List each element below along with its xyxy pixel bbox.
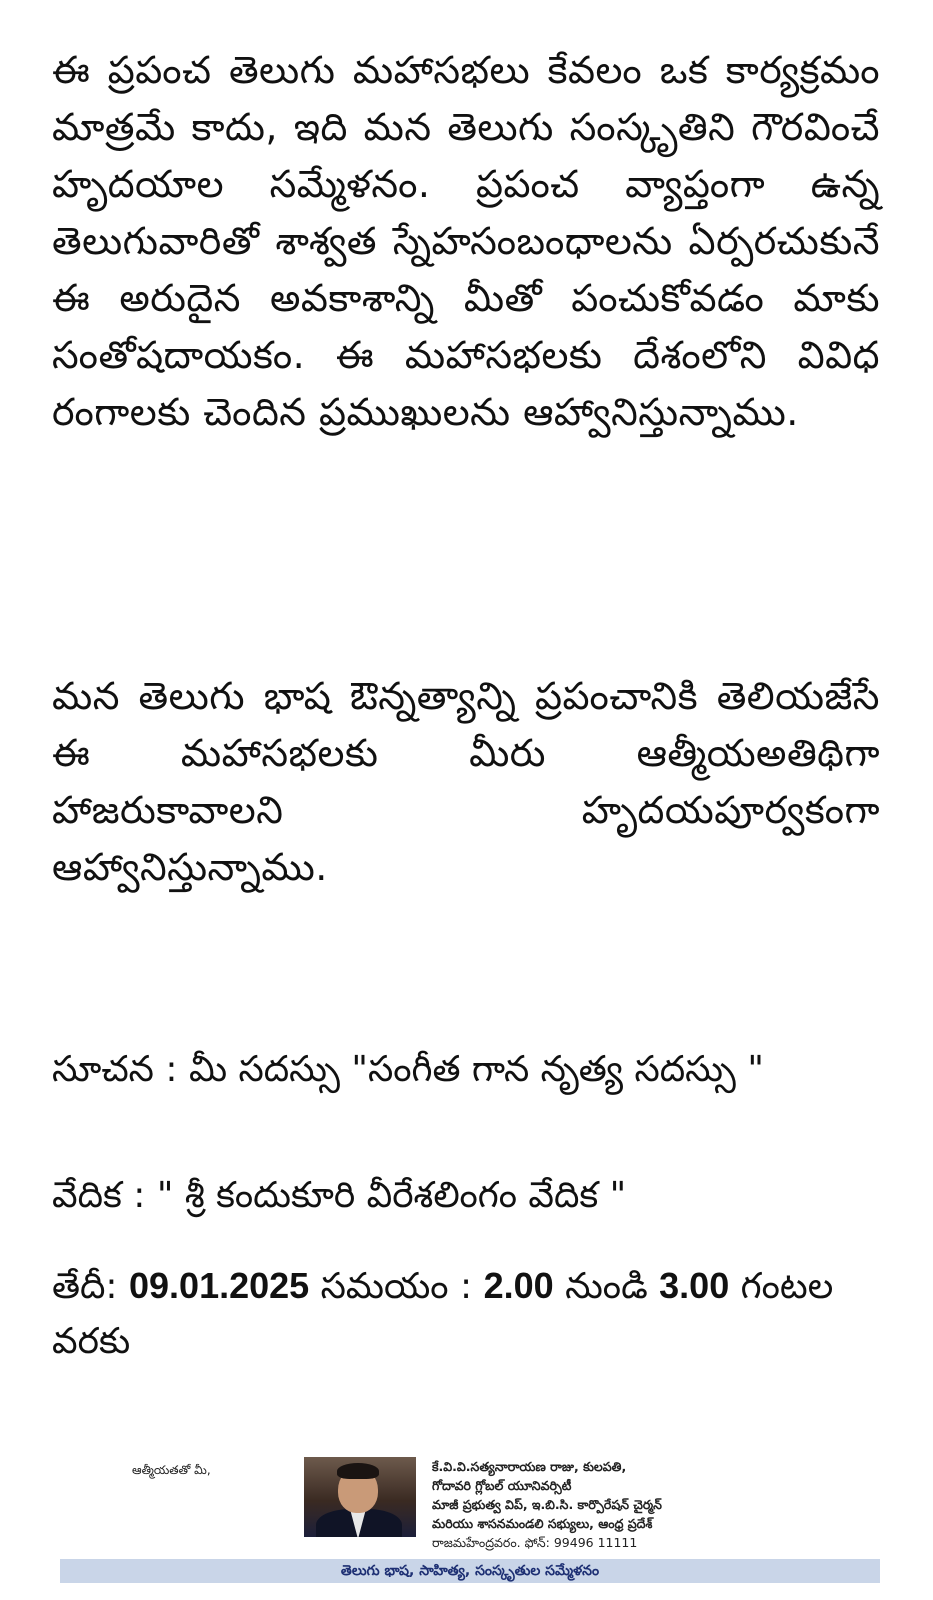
signature-block [60,1455,880,1585]
date-label: తేదీ: [52,1266,129,1307]
signatory-photo [304,1457,416,1537]
closing-text: ఆత్మీయతతో మీ, [132,1463,211,1477]
start-time: 2.00 [483,1265,554,1306]
signatory-membership: మరియు శాసనమండలి సభ్యులు, ఆంధ్ర ప్రదేశ్ [432,1516,653,1531]
end-time: 3.00 [659,1265,730,1306]
signatory-university: గోదావరి గ్లోబల్ యూనివర్సిటీ [432,1478,572,1493]
intro-paragraph: ఈ ప్రపంచ తెలుగు మహాసభలు కేవలం ఒక కార్యక్రమం మాత్రమే కాదు, ఇది మన తెలుగు సంస్కృతిని గౌరవించే హృదయాల సమ్మేళనం. ప్రపంచ వ్యాప్తంగా ఉన్న తెలుగువారితో శాశ్వత స్నేహసంబంధాలను ఏర్పరచుకునే ఈ అరుదైన అవకాశాన్ని మీతో పంచుకోవడం మాకు సంతోషదాయకం. ఈ మహాసభలకు దేశంలోని వివిధ రంగాలకు చెందిన ప్రముఖులను ఆహ్వానిస్తున్నాము. [52,48,880,434]
suchana-note: సూచన : మీ సదస్సు "సంగీత గాన నృత్య సదస్సు " [52,1049,764,1090]
invitation-paragraph: మన తెలుగు భాష ఔన్నత్యాన్ని ప్రపంచానికి తెలియజేసే ఈ మహాసభలకు మీరు ఆత్మీయఅతిథిగా హాజరుకావాలని హృదయపూర్వకంగా ఆహ్వానిస్తున్నాము. [52,674,880,889]
signatory-details [432,1457,872,1552]
footer-banner: తెలుగు భాష, సాహిత్య, సంస్కృతుల సమ్మేళనం [60,1559,880,1583]
signatory-contact: రాజమహేంద్రవరం. ఫోన్: 99496 11111 [432,1535,638,1550]
time-suffix: గంటల వరకు [52,1266,834,1362]
time-label: సమయం : [309,1266,484,1307]
signatory-role: మాజీ ప్రభుత్వ విప్, ఇ.బి.సి. కార్పొరేషన్ చైర్మన్ [432,1497,662,1512]
date-value: 09.01.2025 [129,1265,310,1306]
schedule-line [52,1258,892,1369]
from-word: నుండి [553,1266,660,1307]
signatory-name: కే.వి.వి.సత్యనారాయణ రాజు, కులపతి, [432,1459,627,1474]
venue-line: వేదిక : " శ్రీ కందుకూరి వీరేశలింగం వేదిక " [52,1175,627,1216]
